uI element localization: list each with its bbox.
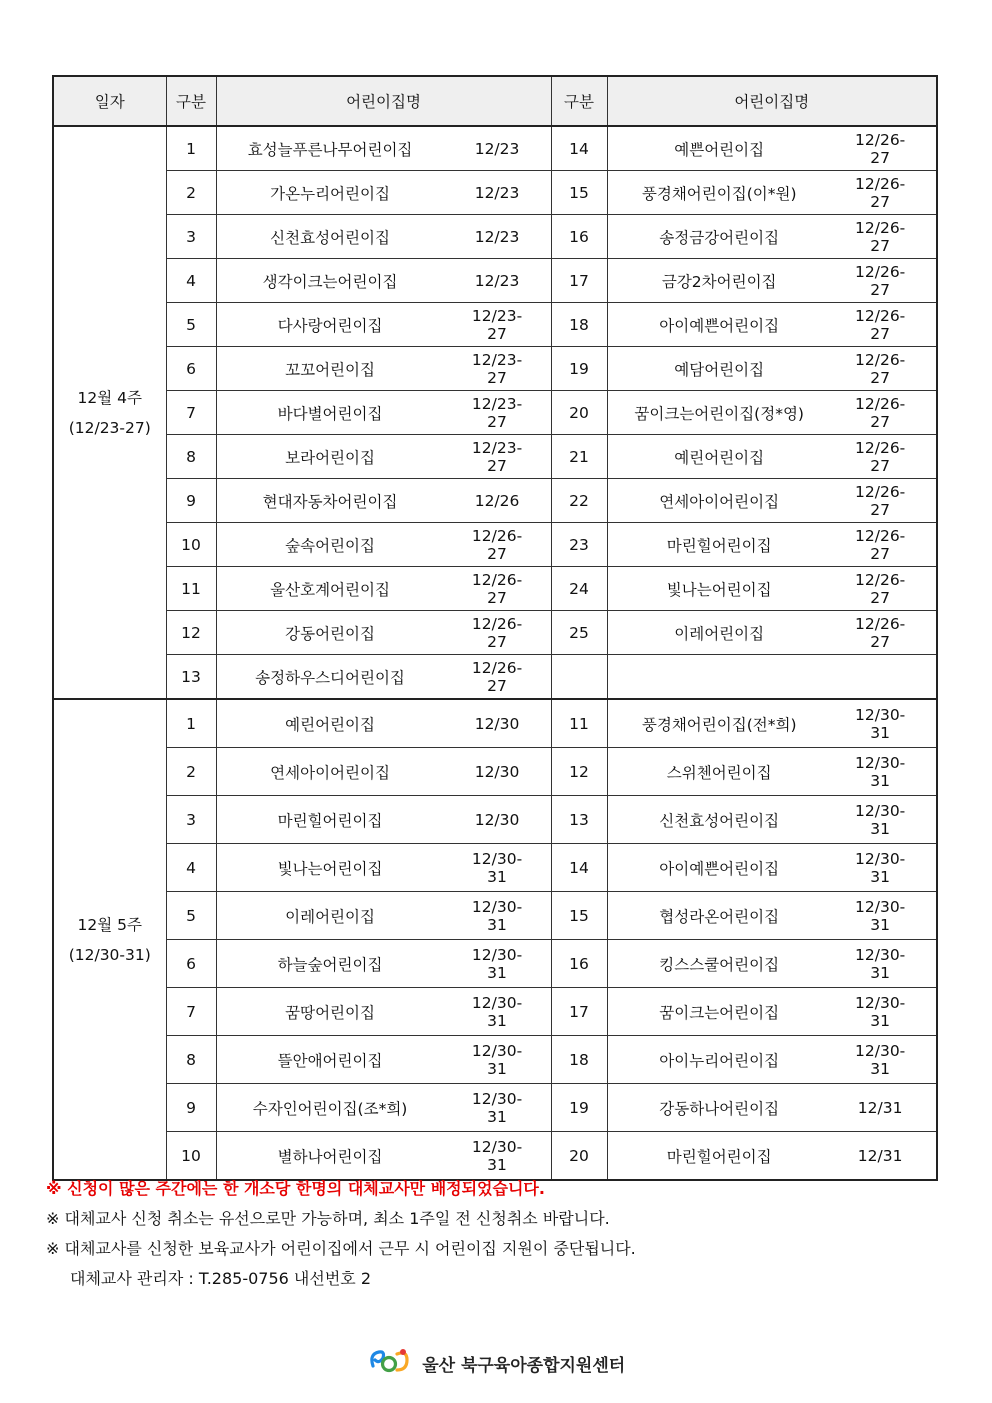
table-row [53,796,937,844]
center-name-right: 신천효성어린이집 [659,811,780,830]
date-left: 12/23 [474,183,520,202]
date-left: 12/23 [474,139,520,158]
row-number-right: 18 [551,1036,607,1084]
row-number-left: 6 [166,347,216,391]
center-name-left: 신천효성어린이집 [270,228,390,247]
table-row [53,988,937,1036]
name-cell-left [216,126,551,171]
row-number-right: 21 [551,435,607,479]
table-row [53,479,937,523]
table-row [53,892,937,940]
center-logo-icon [367,1346,411,1381]
note-suspend: ※ 대체교사를 신청한 보육교사가 어린이집에서 근무 시 어린이집 지원이 중단됩니다. [46,1239,636,1258]
header-row [53,76,937,126]
name-cell-right [607,796,937,844]
header-period: 일자 [53,76,166,126]
center-name-right: 풍경채어린이집(전*희) [641,715,797,734]
row-number-left: 7 [166,391,216,435]
week-range: (12/23-27) [68,418,151,437]
date-left: 12/30 [474,810,520,829]
center-name-right: 아이예쁜어린이집 [659,316,780,335]
date-left: 12/30-31 [471,993,523,1030]
name-cell-left [216,748,551,796]
date-right: 12/26-27 [855,174,906,211]
date-left: 12/23-27 [471,306,523,343]
note-contact: 대체교사 관리자 : T.285-0756 내선번호 2 [70,1269,372,1288]
date-right: 12/26-27 [855,394,906,431]
center-name-right: 강동하나어린이집 [659,1099,780,1118]
date-right: 12/26-27 [855,350,906,387]
date-left: 12/23-27 [471,394,523,431]
name-cell-right [607,215,937,259]
row-number-left: 3 [166,796,216,844]
name-cell-left [216,699,551,748]
table-row [53,1036,937,1084]
center-name-right: 풍경채어린이집(이*원) [641,184,797,203]
table-row [53,699,937,748]
name-cell-left [216,567,551,611]
row-number-left: 2 [166,171,216,215]
center-name-left: 바다별어린이집 [277,404,383,423]
name-cell-left [216,940,551,988]
period-cell [53,699,166,1180]
row-number-left: 4 [166,259,216,303]
row-number-left: 9 [166,479,216,523]
date-right: 12/30-31 [855,1041,906,1078]
week-label: 12월 4주 [77,388,142,407]
row-number-right: 17 [551,259,607,303]
center-name-left: 하늘숲어린이집 [277,955,383,974]
center-name-left: 가온누리어린이집 [270,184,390,203]
center-name-right: 마린힐어린이집 [666,536,772,555]
date-left: 12/26-27 [471,658,523,695]
center-name-left: 마린힐어린이집 [277,811,383,830]
date-left: 12/30-31 [471,1041,523,1078]
date-left: 12/30-31 [471,849,523,886]
date-right: 12/30-31 [855,897,906,934]
center-name-right: 꿈이크는어린이집(정*영) [634,404,804,423]
name-cell-left [216,988,551,1036]
date-right: 12/26-27 [855,306,906,343]
center-name-left: 보라어린이집 [285,448,375,467]
date-right: 12/26-27 [855,438,906,475]
header-no-right: 구분 [551,76,607,126]
name-cell-left [216,1084,551,1132]
date-left: 12/30-31 [471,897,523,934]
center-name-left: 뜰안애어린이집 [277,1051,383,1070]
name-cell-right [607,347,937,391]
date-right: 12/30-31 [855,705,906,742]
row-number-right: 16 [551,940,607,988]
center-name-left: 수자인어린이집(조*희) [252,1099,408,1118]
date-right: 12/26-27 [855,482,906,519]
row-number-left: 10 [166,1132,216,1181]
center-name-left: 별하나어린이집 [277,1147,383,1166]
name-cell-left [216,215,551,259]
date-right: 12/26-27 [855,526,906,563]
row-number-right: 11 [551,699,607,748]
center-name-right: 킹스스쿨어린이집 [659,955,780,974]
row-number-right: 13 [551,796,607,844]
row-number-right: 14 [551,126,607,171]
table-row [53,611,937,655]
date-right: 12/30-31 [855,849,906,886]
note-cancel: ※ 대체교사 신청 취소는 유선으로만 가능하며, 최소 1주일 전 신청취소 바랍니다. [46,1209,610,1228]
table-row [53,171,937,215]
center-name-left: 꼬꼬어린이집 [285,360,375,379]
schedule-body [53,126,937,1180]
name-cell-left [216,479,551,523]
center-name-right: 금강2차어린이집 [661,272,777,291]
center-name-right: 협성라온어린이집 [659,907,780,926]
row-number-left: 10 [166,523,216,567]
name-cell-left [216,391,551,435]
center-name-right: 연세아이어린이집 [659,492,780,511]
name-cell-right [607,1132,937,1181]
date-right: 12/26-27 [855,130,906,167]
notes [46,1174,636,1294]
row-number-left: 1 [166,699,216,748]
center-name-right: 아이누리어린이집 [659,1051,780,1070]
date-left: 12/23-27 [471,350,523,387]
center-name-right: 스위첸어린이집 [666,763,772,782]
date-left: 12/30 [474,762,520,781]
name-cell-right [607,748,937,796]
name-cell-right [607,259,937,303]
date-left: 12/23 [474,227,520,246]
row-number-right: 22 [551,479,607,523]
name-cell-left [216,655,551,700]
date-left: 12/30-31 [471,1137,523,1174]
name-cell-right [607,655,937,700]
center-name-left: 꿈땅어린이집 [285,1003,375,1022]
week-range: (12/30-31) [68,945,151,964]
center-name-left: 현대자동차어린이집 [262,492,398,511]
date-right: 12/26-27 [855,262,906,299]
row-number-right [551,655,607,700]
date-left: 12/26-27 [471,570,523,607]
row-number-left: 13 [166,655,216,700]
center-name-right: 빛나는어린이집 [666,580,772,599]
center-name-right: 예린어린이집 [674,448,765,467]
row-number-left: 9 [166,1084,216,1132]
row-number-left: 8 [166,435,216,479]
name-cell-left [216,523,551,567]
table-row [53,1084,937,1132]
center-name-left: 빛나는어린이집 [277,859,383,878]
center-name-right: 이레어린이집 [674,624,765,643]
center-name: 울산 북구육아종합지원센터 [422,1356,626,1376]
date-right: 12/30-31 [855,753,906,790]
row-number-right: 24 [551,567,607,611]
center-name-right: 마린힐어린이집 [666,1147,772,1166]
row-number-right: 14 [551,844,607,892]
row-number-right: 15 [551,892,607,940]
table-row [53,748,937,796]
date-right: 12/31 [857,1098,903,1117]
center-name-right: 아이예쁜어린이집 [659,859,780,878]
name-cell-right [607,892,937,940]
date-left: 12/30-31 [471,945,523,982]
header-no-left: 구분 [166,76,216,126]
week-label: 12월 5주 [77,915,142,934]
row-number-left: 6 [166,940,216,988]
row-number-left: 7 [166,988,216,1036]
row-number-right: 16 [551,215,607,259]
row-number-left: 5 [166,303,216,347]
table-row [53,435,937,479]
table-row [53,1132,937,1181]
center-name-left: 이레어린이집 [285,907,375,926]
center-name-right: 송정금강어린이집 [659,228,780,247]
header-name-right: 어린이집명 [607,76,937,126]
table-row [53,215,937,259]
name-cell-right [607,1036,937,1084]
table-row [53,655,937,700]
name-cell-right [607,171,937,215]
row-number-right: 19 [551,1084,607,1132]
date-left: 12/23-27 [471,438,523,475]
name-cell-right [607,523,937,567]
name-cell-right [607,844,937,892]
date-right: 12/26-27 [855,218,906,255]
name-cell-right [607,567,937,611]
center-name-left: 숲속어린이집 [285,536,375,555]
name-cell-right [607,479,937,523]
center-name-left: 연세아이어린이집 [270,763,390,782]
center-name-left: 송정하우스디어린이집 [255,668,405,687]
name-cell-right [607,611,937,655]
center-name-left: 효성늘푸른나무어린이집 [247,140,413,159]
table-row [53,567,937,611]
row-number-right: 19 [551,347,607,391]
date-left: 12/26-27 [471,526,523,563]
header-name-left: 어린이집명 [216,76,551,126]
table-row [53,259,937,303]
row-number-left: 1 [166,126,216,171]
table-row [53,523,937,567]
center-name-left: 강동어린이집 [285,624,375,643]
row-number-left: 4 [166,844,216,892]
name-cell-right [607,699,937,748]
date-right: 12/30-31 [855,801,906,838]
center-name-right: 예담어린이집 [674,360,765,379]
row-number-right: 20 [551,1132,607,1181]
table-row [53,347,937,391]
footer [0,1346,992,1381]
name-cell-left [216,844,551,892]
date-left: 12/30 [474,714,520,733]
date-left: 12/23 [474,271,520,290]
date-left: 12/30-31 [471,1089,523,1126]
row-number-right: 18 [551,303,607,347]
date-right: 12/30-31 [855,993,906,1030]
row-number-left: 5 [166,892,216,940]
name-cell-right [607,435,937,479]
date-right: 12/30-31 [855,945,906,982]
center-name-left: 생각이크는어린이집 [262,272,398,291]
center-name-right: 꿈이크는어린이집 [659,1003,780,1022]
row-number-right: 17 [551,988,607,1036]
table-row [53,844,937,892]
name-cell-left [216,303,551,347]
note-warning: ※ 신청이 많은 주간에는 한 개소당 한명의 대체교사만 배정되었습니다. [46,1179,545,1198]
name-cell-right [607,1084,937,1132]
row-number-left: 12 [166,611,216,655]
period-cell [53,126,166,699]
row-number-right: 23 [551,523,607,567]
name-cell-right [607,940,937,988]
name-cell-left [216,347,551,391]
row-number-left: 11 [166,567,216,611]
center-name-left: 다사랑어린이집 [277,316,383,335]
name-cell-left [216,1036,551,1084]
date-right: 12/31 [857,1146,903,1165]
date-left: 12/26 [474,491,520,510]
name-cell-right [607,988,937,1036]
row-number-right: 12 [551,748,607,796]
name-cell-right [607,391,937,435]
name-cell-left [216,892,551,940]
name-cell-right [607,303,937,347]
name-cell-left [216,259,551,303]
table-row [53,303,937,347]
row-number-right: 15 [551,171,607,215]
row-number-right: 20 [551,391,607,435]
center-name-left: 예린어린이집 [285,715,375,734]
name-cell-left [216,435,551,479]
name-cell-left [216,611,551,655]
name-cell-left [216,796,551,844]
center-name-left: 울산호계어린이집 [270,580,390,599]
schedule-table [52,75,938,1181]
row-number-left: 8 [166,1036,216,1084]
row-number-left: 2 [166,748,216,796]
name-cell-left [216,171,551,215]
row-number-left: 3 [166,215,216,259]
table-row [53,126,937,171]
name-cell-left [216,1132,551,1181]
date-left: 12/26-27 [471,614,523,651]
date-right: 12/26-27 [855,570,906,607]
table-row [53,391,937,435]
name-cell-right [607,126,937,171]
table-row [53,940,937,988]
center-name-right: 예쁜어린이집 [674,140,765,159]
date-right: 12/26-27 [855,614,906,651]
row-number-right: 25 [551,611,607,655]
